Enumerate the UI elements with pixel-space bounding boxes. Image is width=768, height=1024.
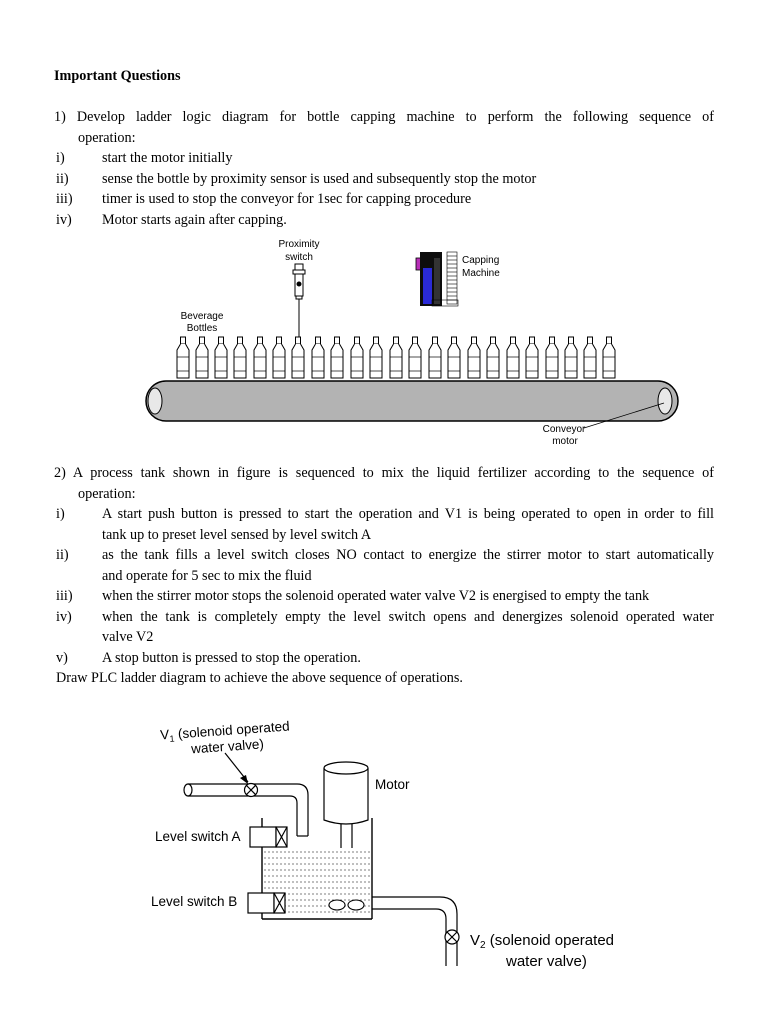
- capping-label-1: Capping: [462, 255, 500, 266]
- outlet-pipe: [372, 897, 457, 966]
- q2-item-text: as the tank fills a level switch closes NO contact to energize the stirrer motor to start automatically: [102, 547, 714, 563]
- q1-line1: 1) Develop ladder logic diagram for bottle capping machine to perform the following sequence of: [54, 109, 714, 125]
- beverage-bottles-row: [177, 337, 615, 378]
- v2-description: (solenoid operated: [485, 932, 615, 949]
- conveyor-label-2: motor: [552, 436, 578, 447]
- proximity-label-2: switch: [285, 252, 313, 263]
- beverage-label-2: Bottles: [186, 323, 218, 334]
- q2-item-text-cont: valve V2: [102, 629, 154, 645]
- v2-subscript: 2: [480, 940, 486, 951]
- proximity-switch-icon: [293, 264, 305, 345]
- q1-item-num: iii): [56, 191, 73, 207]
- q2-item-text: when the stirrer motor stops the solenoid operated water valve V2 is energised to empty the tank: [102, 588, 650, 604]
- v2-symbol: V: [470, 932, 481, 949]
- q2-item-num: i): [56, 506, 65, 522]
- q1-line2: operation:: [78, 130, 136, 146]
- level-switch-a-icon: [250, 827, 287, 847]
- level-switch-b-icon: [248, 893, 285, 913]
- q2-item-num: v): [56, 650, 68, 666]
- q2-item-num: ii): [56, 547, 69, 563]
- q1-item-text: sense the bottle by proximity sensor is used and subsequently stop the motor: [102, 171, 537, 187]
- level-switch-a-label: Level switch A: [155, 829, 241, 844]
- q2-item-text-cont: tank up to preset level sensed by level switch A: [102, 527, 372, 543]
- q1-item-text: Motor starts again after capping.: [102, 212, 287, 228]
- page-heading: Important Questions: [54, 68, 181, 84]
- conveyor-belt: [146, 381, 678, 421]
- q2-line1: 2) A process tank shown in figure is sequenced to mix the liquid fertilizer according to the sequence of: [54, 465, 714, 481]
- level-switch-b-label: Level switch B: [151, 894, 238, 909]
- capping-label-2: Machine: [462, 268, 500, 279]
- q2-item-text: A stop button is pressed to stop the operation.: [102, 650, 361, 666]
- v2-label-line2: water valve): [506, 953, 587, 970]
- proximity-label-1: Proximity: [278, 239, 320, 250]
- q1-item-text: timer is used to stop the conveyor for 1sec for capping procedure: [102, 191, 472, 207]
- q1-item-num: i): [56, 150, 65, 166]
- q2-item-text: when the tank is completely empty the level switch opens and denergizes solenoid operated water: [102, 609, 714, 625]
- motor-label: Motor: [375, 777, 410, 792]
- q1-item-text: start the motor initially: [102, 150, 233, 166]
- process-tank-figure: [0, 690, 768, 1024]
- v1-description: (solenoid operated: [173, 718, 291, 742]
- v1-label-line2: water valve): [190, 736, 265, 757]
- v1-subscript: 1: [169, 733, 175, 744]
- q2-item-text-cont: and operate for 5 sec to mix the fluid: [102, 568, 312, 584]
- v2-label: [470, 932, 614, 951]
- capping-machine-icon: [416, 252, 458, 306]
- q1-item-num: iv): [56, 212, 72, 228]
- q2-item-num: iii): [56, 588, 73, 604]
- q2-closing-text: Draw PLC ladder diagram to achieve the above sequence of operations.: [56, 670, 463, 686]
- q2-item-num: iv): [56, 609, 72, 625]
- v1-symbol: V: [159, 726, 170, 743]
- q2-line2: operation:: [78, 486, 136, 502]
- conveyor-label-1: Conveyor: [542, 424, 586, 435]
- v1-valve-icon: [245, 784, 258, 797]
- beverage-label-1: Beverage: [180, 311, 224, 322]
- q1-item-num: ii): [56, 171, 69, 187]
- bottle-capping-figure: [0, 0, 768, 450]
- v2-valve-icon: [445, 930, 459, 944]
- q2-item-text: A start push button is pressed to start the operation and V1 is being operated to open in order to fill: [102, 506, 714, 522]
